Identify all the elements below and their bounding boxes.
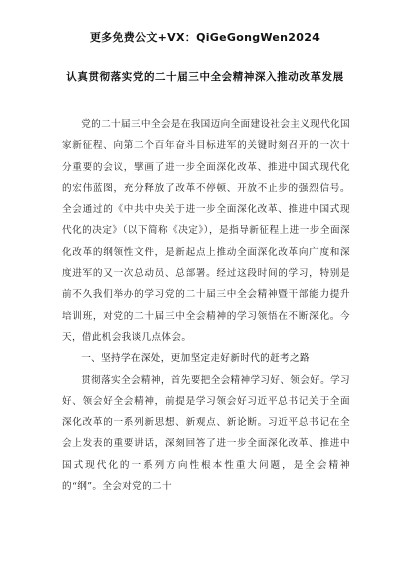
paragraph-section-1: 贯彻落实全会精神，首先要把全会精神学习好、领会好。学习好、领会好全会精神，前提是学习领会好习近平总书记关于全面深化改革的一系列新思想、新观点、新论断。习近平总书记在全会上发表的重要讲话，深刻回答了进一步全面深化改革、推进中国式现代化的一系列方向性根本性重大问题，是全会精神的“纲”。全会对党的二十: [62, 374, 350, 493]
header-note: 更多免费公文+VX：QiGeGongWen2024: [89, 31, 321, 44]
paragraph-intro: 党的二十届三中全会是在我国迈向全面建设社会主义现代化国家新征程、向第二个百年奋斗目标进军的关键时刻召开的一次十分重要的会议，擘画了进一步全面深化改革、推进中国式现代化的宏伟蓝图，充分释放了改革不停顿、开放不止步的强烈信号。全会通过的《中共中央关于进一步全面深化改革、推进中国式现代化的决定》（以下简称《决定》），是指导新征程上进一步全面深化改革的纲领性文件，是新起点上推动全面深化改革向广度和深度进军的又一次总动员、总部署。经过这段时间的学习，特别是前不久我们举办的学习党的二十届三中全会精神暨干部能力提升培训班，对党的二十届三中全会精神的学习领悟在不断深化。今天，借此机会我谈几点体会。: [62, 119, 350, 343]
section-heading-1: 一、坚持学在深处，更加坚定走好新时代的赶考之路: [81, 353, 310, 365]
document-body: [62, 114, 350, 497]
document-title: 认真贯彻落实党的二十届三中全会精神深入推动改革发展: [66, 71, 344, 83]
